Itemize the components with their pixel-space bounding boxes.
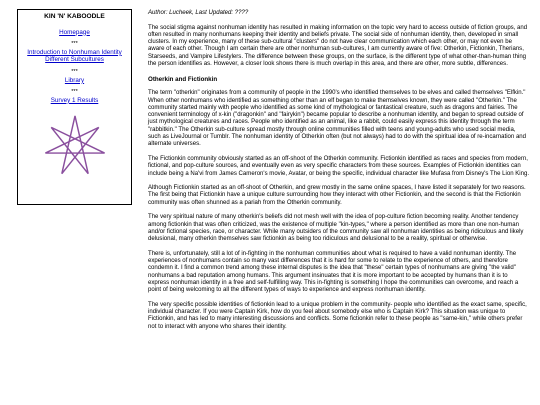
- article-paragraph: Although Fictionkin started as an off-shoot of Otherkin, and grew mostly in the same online spaces, I have listed it separately for two reasons. The first being that Fictionkin have a unique culture surrounding how they interact with other Fictionkin, and the second is that the Fictionkin community was often shunned as a pariah from the Otherkin community.: [148, 185, 526, 206]
- article-paragraph: The social stigma against nonhuman identity has resulted in making information on the topic very hard to access outside of fiction groups, and often resulted in many nonhumans keeping their identity and beliefs private. The social side of nonhuman identity, then, developed in small clusters. In my experience, many of these sub-cultural "clusters" do not have clear communication which each other, or may not even be aware of each other. Though I am certain there are other nonhuman sub-cultures, I am currently aware of five: Otherkin, Fictionkin, Therians, Starseeds, and Vampire Lifestylers. The difference between these groups, on the surface, is the different type of what other-than-human thing the person identifies as. However, a closer look shows there is much overlap in this area, and there are other, more subtle, differences.: [148, 24, 528, 68]
- separator: ***: [71, 68, 78, 75]
- nav-link-library[interactable]: Library: [64, 76, 85, 84]
- separator: ***: [71, 41, 78, 48]
- section-heading: Otherkin and Fictionkin: [148, 75, 218, 83]
- nav-link-homepage[interactable]: Homepage: [59, 28, 90, 36]
- article-paragraph: The term "otherkin" originates from a community of people in the 1990's who identified themselves to be elves and called themselves "Elfkin." When other nonhumans who identified as something other than an elf began to make themselves known, they were called "Otherkin." The community started mainly with people who identified as some kind of mythological or fantastical creature, such as dragons and fairies. The convenient terminology of x-kin ("dragonkin" and "fairykin") became popular to describe a nonhuman identity, and began to spread outside of just mythological creatures and races. People who identified as an animal, like a rabbit, could easily express this identity through the term "rabbitkin." The Otherkin sub-culture spread mostly through online communities filled with teens and young-adults who used social media, such as LiveJournal or Tumblr. The nonhuman identity of Otherkin often (but not always) had to do with the spiritual idea of re-incarnation and alternate universes.: [148, 90, 527, 148]
- nav-link-survey-results[interactable]: Survey 1 Results: [50, 96, 99, 104]
- article-paragraph: There is, unfortunately, still a lot of in-fighting in the nonhuman communities about what is required to have a valid nonhuman identity. The experiences of nonhumans contain so many vast differences that it is hard for some to relate to the experience of others, and therefore condemn it. I find a common trend among these internal disputes is the idea that "these" certain types of nonhumans are giving "the valid" nonhumans a bad reputation among humans. This argument insinuates that it is more important to be accepted by humans than it is to express nonhuman identity in a free and self-fulfilling way. This in-fighting is something I hope the communities can overcome, and reach a point of being welcoming to all the different types of ways to experience and express nonhuman identity.: [148, 250, 519, 294]
- article-paragraph: The very specific possible identities of fictionkin lead to a unique problem in the community- people who identified as the exact same, specific, individual character. If you were Captain Kirk, how do you feel about somebody else who is Captain Kirk? This situation was unique to Fictionkin, and has led to many interesting discussions and conflicts. Some fictionkin refer to these people as "same-kin," while others prefer not to interact with anyone who shares their identity.: [148, 301, 527, 330]
- article-paragraph: The Fictionkin community obviously started as an off-shoot of the Otherkin community. Fictionkin identified as races and species from modern, fictional, and pop-culture sources, and eventually even as very specific characters from these sources. Examples of Fictionkin identities can include being a Na'vi from James Cameron's movie, Avatar, or being the specific, individual character like Mufasa from Disney's The Lion King.: [148, 155, 530, 177]
- nav-link-introduction[interactable]: Introduction to Nonhuman Identity Different Subcultures: [27, 48, 122, 64]
- intro-section: [148, 25, 529, 69]
- heptagram-star-icon: [42, 112, 108, 178]
- otherkin-fictionkin-section: [148, 90, 529, 331]
- article-paragraph: The very spiritual nature of many otherkin's beliefs did not mesh well with the idea of pop-culture fiction becoming reality. Another tendency among fictionkin that was often criticized, was the existence of multiple "kin-types," where a person identified as more than one non-human and/or fictional species, race, or character. While many outsiders of the community saw all nonhuman identities as being ridiculous and likely delusional, many otherkin themselves saw fictionkin as being too ridiculous and delusional to be a reality, spiritual or otherwise.: [148, 214, 524, 243]
- sidebar-nav: [17, 9, 132, 205]
- separator: ***: [71, 89, 78, 96]
- site-title: KIN 'N' KABOODLE: [44, 13, 105, 20]
- author-line: Author: Lucheek, Last Updated: ????: [148, 10, 249, 16]
- main-article: [148, 10, 529, 338]
